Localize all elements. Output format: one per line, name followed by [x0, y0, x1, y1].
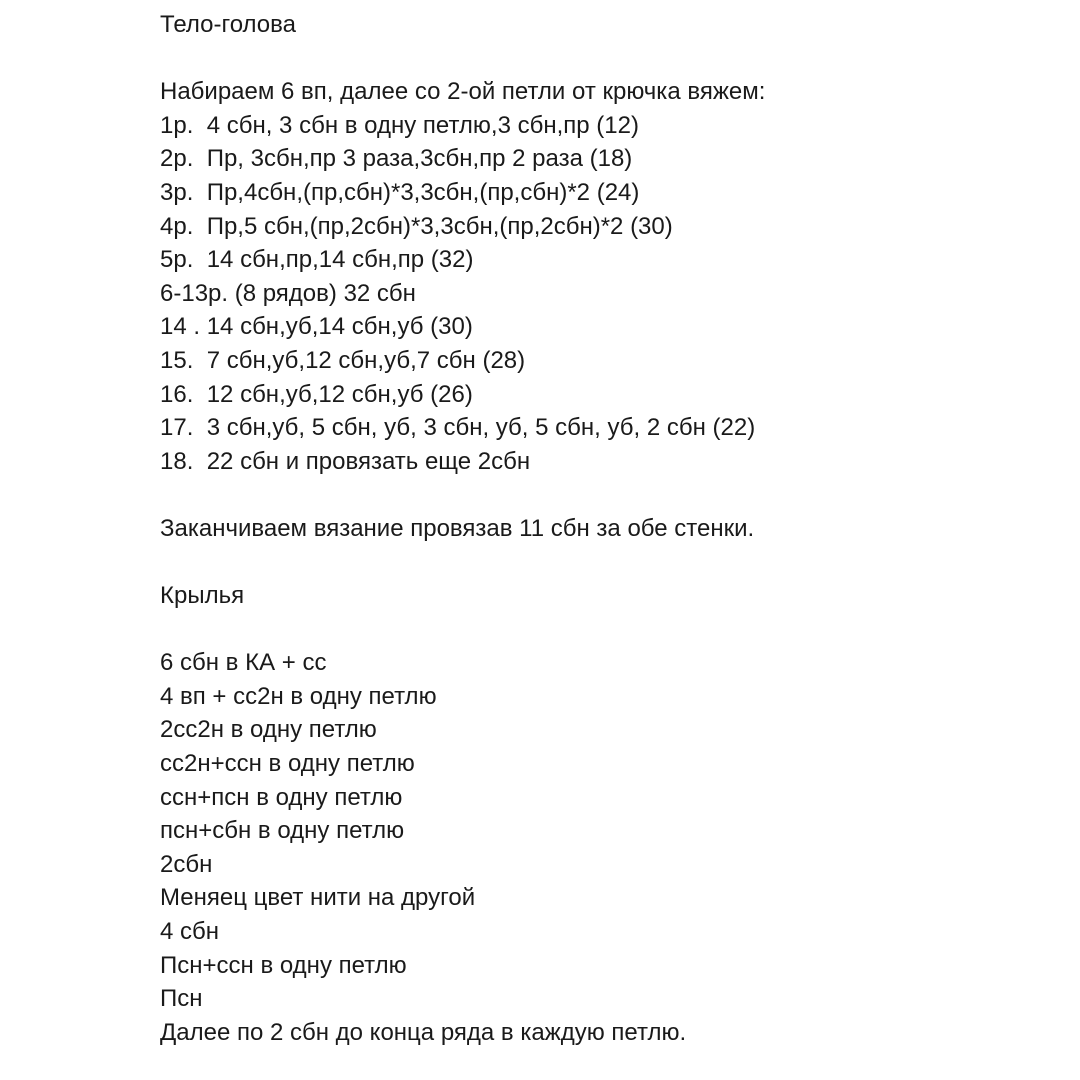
wing-step: Псн [160, 985, 203, 1013]
row-instruction: 15. 7 сбн,уб,12 сбн,уб,7 сбн (28) [160, 346, 526, 374]
section-title-body-head: Тело-голова [160, 11, 296, 38]
spacer [160, 613, 1060, 647]
row-instruction: 3р. Пр,4сбн,(пр,сбн)*3,3сбн,(пр,сбн)*2 (24) [160, 178, 640, 206]
finish-text: Заканчиваем вязание провязав 11 сбн за обе стенки. [160, 514, 755, 542]
row-instruction: 17. 3 сбн,уб, 5 сбн, уб, 3 сбн, уб, 5 сбн, уб, 2 сбн (22) [160, 414, 756, 442]
spacer [160, 42, 1060, 76]
wing-step: Меняец цвет нити на другой [160, 884, 476, 912]
wing-step: 6 сбн в КА + сс [160, 649, 327, 677]
spacer [160, 546, 1060, 580]
wing-step: 2сс2н в одну петлю [160, 716, 377, 744]
wing-step: Далее по 2 сбн до конца ряда в каждую петлю. [160, 1018, 687, 1046]
row-instruction: 4р. Пр,5 сбн,(пр,2сбн)*3,3сбн,(пр,2сбн)*2 (30) [160, 212, 673, 240]
section-title-wings: Крылья [160, 582, 245, 610]
wing-step: Псн+ссн в одну петлю [160, 951, 407, 979]
wing-step: ссн+псн в одну петлю [160, 783, 403, 811]
spacer [160, 478, 1060, 512]
document [160, 8, 1060, 1049]
intro-text: Набираем 6 вп, далее со 2-ой петли от крючка вяжем: [160, 78, 766, 106]
row-instruction: 5р. 14 сбн,пр,14 сбн,пр (32) [160, 246, 474, 274]
row-instruction: 2р. Пр, 3сбн,пр 3 раза,3сбн,пр 2 раза (18) [160, 145, 633, 173]
wing-step: 4 сбн [160, 918, 220, 946]
row-instruction: 1р. 4 сбн, 3 сбн в одну петлю,3 сбн,пр (12) [160, 111, 639, 139]
row-instruction: 16. 12 сбн,уб,12 сбн,уб (26) [160, 380, 473, 408]
wing-step: сс2н+ссн в одну петлю [160, 750, 415, 778]
wing-step: псн+сбн в одну петлю [160, 817, 405, 845]
wing-step: 4 вп + сс2н в одну петлю [160, 682, 437, 710]
row-instruction: 18. 22 сбн и провязать еще 2сбн [160, 447, 531, 475]
wing-step: 2сбн [160, 850, 213, 878]
row-instruction: 6-13р. (8 рядов) 32 сбн [160, 279, 416, 307]
row-instruction: 14 . 14 сбн,уб,14 сбн,уб (30) [160, 313, 473, 341]
